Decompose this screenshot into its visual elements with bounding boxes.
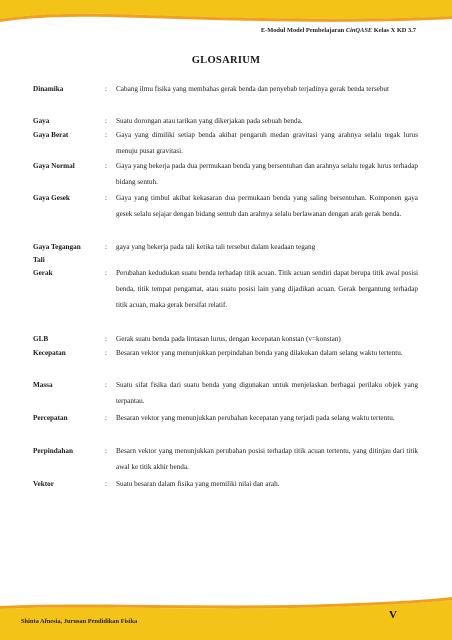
glossary-definition: Besaran vektor yang menunjukkan perpindahan benda yang dilakukan dalam selang waktu tertentu.	[116, 349, 403, 357]
glossary-term: Dinamika	[33, 84, 64, 93]
footer-author: Shinta Afnesia, Jurusan Pendidikan Fisika	[21, 618, 138, 625]
glossary-term: Kecepatan	[33, 348, 66, 357]
glossary-term: Gaya Tegangan Tali	[33, 242, 81, 264]
colon: :	[105, 131, 107, 139]
glossary-entry	[33, 265, 418, 331]
glossary-term: Massa	[33, 380, 53, 389]
glossary-entry	[33, 158, 418, 190]
glossary-term: GLB	[33, 334, 49, 343]
glossary-definition: Besarn vektor yang menunjukkan perubahan posisi terhadap titik acuan tertentu, yang ditinjau dari titik awal ke titik akhir benda.	[116, 447, 418, 472]
glossary-term: Percepatan	[33, 413, 68, 422]
header-suffix: Kelas X KD 3.7	[372, 27, 416, 34]
glossary-term: Gaya Normal	[33, 161, 75, 170]
glossary-term: Gerak	[33, 268, 53, 277]
glossary-entry	[33, 345, 418, 377]
colon: :	[105, 381, 107, 389]
glossary-entry	[33, 377, 418, 410]
colon: :	[105, 335, 107, 343]
glossary-entry	[33, 127, 418, 158]
glossary-entry	[33, 239, 418, 265]
colon: :	[105, 194, 107, 202]
colon: :	[105, 117, 107, 125]
header-wave-decoration	[0, 0, 452, 40]
colon: :	[105, 269, 107, 277]
header-brand: CinQASE	[345, 27, 373, 34]
footer-wave-decoration	[0, 590, 452, 640]
glossary-definition: Suatu dorongan atau tarikan yang dikerjakan pada sebuah benda.	[116, 117, 303, 125]
glossary-term: Gaya	[33, 116, 50, 125]
glossary-entry	[33, 410, 418, 443]
glossary-definition: Suatu sifat fisika dari suatu benda yang digunakan untuk menjelaskan berbagai perilaku objek yang terpantau.	[116, 381, 418, 406]
glossary-definition: Perubahan kedudukan suatu benda terhadap titik acuan. Titik acuan sendiri dapat berupa titik awal posisi benda, titik tempat pengamat, atau suatu posisi lain yang dijadikan acuan. Gerak bergantung terhadap titik acuan, maka gerak bersifat relatif.	[116, 269, 418, 310]
colon: :	[105, 243, 107, 251]
glossary-list	[33, 81, 418, 492]
glossary-definition: Gaya yang bekerja pada dua permukaan benda yang bersentuhan dan arahnya selalu tegak lurus terhadap bidang sentuh.	[116, 162, 418, 187]
colon: :	[105, 162, 107, 170]
page-number: V	[389, 609, 397, 621]
glossary-term: Vektor	[33, 479, 54, 488]
page-title: GLOSARIUM	[191, 55, 261, 66]
colon: :	[105, 85, 107, 93]
glossary-definition: Besaran vektor yang menunjukkan perubahan kecepatan yang terjadi pada selang waktu tertentu.	[116, 414, 395, 422]
glossary-term: Perpindahan	[33, 446, 73, 455]
colon: :	[105, 414, 107, 422]
running-header	[261, 27, 416, 34]
colon: :	[105, 447, 107, 455]
colon: :	[105, 480, 107, 488]
glossary-entry	[33, 476, 418, 492]
glossary-definition: Gaya yang timbul akibat kekasaran dua permukaan benda yang saling bersentuhan. Komponen gaya gesek selalu sejajar dengan bidang sentuh dan arahnya selalu berlawanan dengan arah gerak benda.	[116, 194, 418, 219]
header-prefix: E-Modul Model Pembelajaran	[260, 27, 346, 34]
glossary-definition: Gaya yang dimiliki setiap benda akibat pengaruh medan gravitasi yang arahnya selalu tegak lurus menuju pusat gravitasi.	[116, 131, 418, 156]
glossary-entry	[33, 443, 418, 476]
glossary-entry	[33, 190, 418, 239]
glossary-definition: Cabang ilmu fisika yang membahas gerak benda dan penyebab terjadinya gerak benda tersebut	[116, 85, 390, 93]
glossary-entry	[33, 113, 418, 127]
glossary-definition: Gerak suatu benda pada lintasan lurus, dengan kecepatan konstan (v=konstan)	[116, 335, 341, 343]
glossary-definition: gaya yang bekerja pada tali ketika tali tersebut dalam keadaan tegang	[116, 243, 316, 251]
colon: :	[105, 349, 107, 357]
glossary-entry	[33, 331, 418, 345]
glossary-entry	[33, 81, 418, 113]
glossary-term: Gaya Gesek	[33, 193, 70, 202]
glossary-term: Gaya Berat	[33, 130, 69, 139]
glossary-definition: Suatu besaran dalam fisika yang memiliki nilai dan arah.	[116, 480, 280, 488]
